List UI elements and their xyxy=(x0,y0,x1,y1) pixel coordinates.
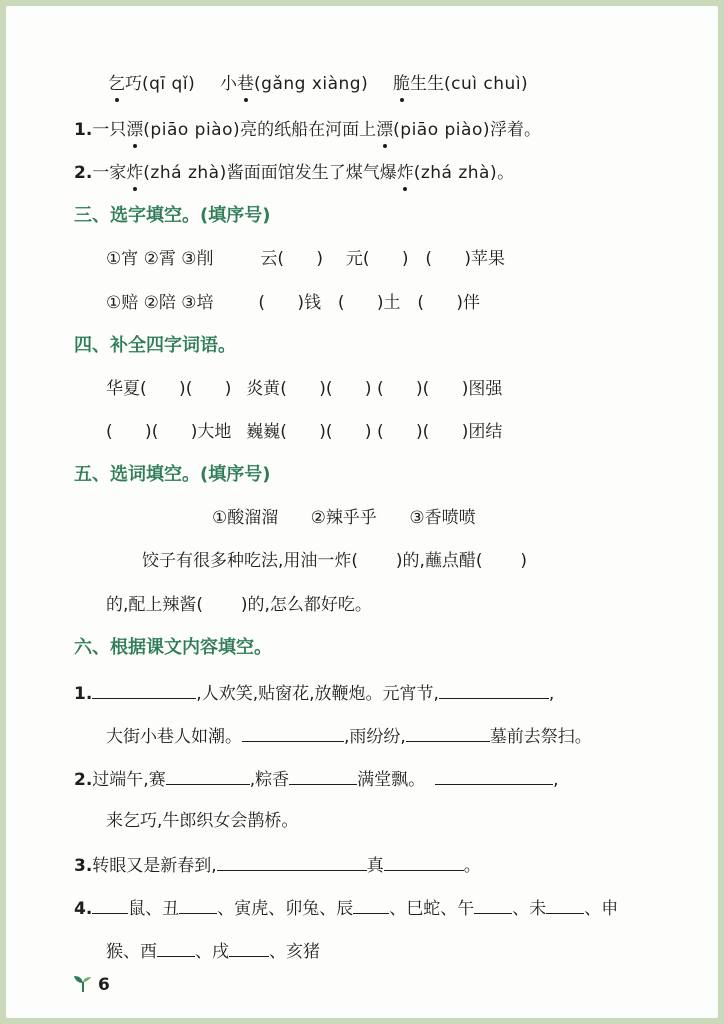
answer-blank[interactable] xyxy=(179,895,217,914)
answer-paren[interactable]: ( ) xyxy=(362,249,409,269)
section-5-heading: 五、选词填空。(填序号) xyxy=(74,464,271,485)
answer-paren[interactable]: ( ) xyxy=(422,422,469,442)
answer-blank[interactable] xyxy=(166,766,250,785)
section-4-heading: 四、补全四字词语。 xyxy=(74,335,236,356)
word-qiqiao: 乞巧 xyxy=(108,74,142,94)
section-4-row-1: 华夏( )( ) 炎黄( )( ) ( )( )图强 xyxy=(106,379,503,399)
answer-paren[interactable]: ( ) xyxy=(425,249,472,269)
answer-paren[interactable]: ( ) xyxy=(106,422,152,442)
answer-blank[interactable] xyxy=(217,852,367,871)
answer-paren[interactable]: ( ) xyxy=(475,551,527,571)
answer-paren[interactable]: ( ) xyxy=(151,422,198,442)
answer-blank[interactable] xyxy=(435,766,553,785)
answer-paren[interactable]: ( ) xyxy=(185,379,232,399)
pinyin-row-0: 乞巧(qī qǐ) 小巷(gǎng xiàng) 脆生生(cuì chuì) xyxy=(108,74,529,94)
answer-blank[interactable] xyxy=(439,680,549,699)
section-3-heading: 三、选字填空。(填序号) xyxy=(74,205,271,226)
section-6-q2-line-2: 来乞巧,牛郎织女会鹊桥。 xyxy=(106,811,299,831)
section-6-q1-line-1: 1. ,人欢笑,贴窗花,放鞭炮。元宵节, , xyxy=(74,680,554,706)
answer-paren[interactable]: ( ) xyxy=(280,379,326,399)
answer-paren[interactable]: ( ) xyxy=(140,379,186,399)
answer-paren[interactable]: ( ) xyxy=(277,249,324,269)
answer-blank[interactable] xyxy=(157,938,195,957)
answer-blank[interactable] xyxy=(289,766,357,785)
answer-blank[interactable] xyxy=(546,895,584,914)
section-6-q1-line-2: 大街小巷人如潮。 ,雨纷纷, 墓前去祭扫。 xyxy=(106,723,592,749)
answer-blank[interactable] xyxy=(474,895,512,914)
sprout-icon xyxy=(72,973,94,997)
section-6-q3: 3.转眼又是新春到, 真 。 xyxy=(74,852,481,878)
answer-blank[interactable] xyxy=(406,723,490,742)
worksheet-page xyxy=(6,6,718,1018)
page-footer xyxy=(72,973,110,997)
section-6-heading: 六、根据课文内容填空。 xyxy=(74,637,272,658)
answer-paren[interactable]: ( ) xyxy=(417,293,464,313)
word-cuishengsheng: 脆生生 xyxy=(393,74,445,94)
answer-paren[interactable]: ( ) xyxy=(325,379,372,399)
section-4-row-2: ( )( )大地 巍巍( )( ) ( )( )团结 xyxy=(106,422,503,442)
answer-paren[interactable]: ( ) xyxy=(325,422,372,442)
answer-paren[interactable]: ( ) xyxy=(351,551,403,571)
answer-blank[interactable] xyxy=(92,680,196,699)
answer-paren[interactable]: ( ) xyxy=(376,422,423,442)
page-number: 6 xyxy=(98,975,110,995)
section-5-passage-line-1: 饺子有很多种吃法,用油一炸( )的,蘸点醋( ) xyxy=(142,551,527,571)
section-6-q4-line-1: 4. 鼠、丑 、寅虎、卯兔、辰 、巳蛇、午 、未 、申 xyxy=(74,895,618,921)
section-5-passage-line-2: 的,配上辣酱( )的,怎么都好吃。 xyxy=(106,595,372,615)
answer-blank[interactable] xyxy=(353,895,389,914)
section-5-options: ①酸溜溜 ②辣乎乎 ③香喷喷 xyxy=(212,508,476,528)
word-xiaoxiang: 小巷 xyxy=(220,74,255,94)
section-6-q4-line-2: 猴、酉 、戌 、亥猪 xyxy=(106,938,320,964)
section-6-q2-line-1: 2.过端午,赛 ,粽香 满堂飘。 , xyxy=(74,766,559,792)
pinyin-question-2: 2.一家炸(zhá zhà)酱面面馆发生了煤气爆炸(zhá zhà)。 xyxy=(74,163,515,183)
answer-paren[interactable]: ( ) xyxy=(196,595,248,615)
answer-blank[interactable] xyxy=(229,938,269,957)
answer-paren[interactable]: ( ) xyxy=(258,293,305,313)
section-3-row-1: ①宵 ②霄 ③削 云( ) 元( ) ( )苹果 xyxy=(106,249,506,269)
answer-blank[interactable] xyxy=(384,852,464,871)
answer-paren[interactable]: ( ) xyxy=(376,379,423,399)
section-3-row-2: ①赔 ②陪 ③培 ( )钱 ( )土 ( )伴 xyxy=(106,293,481,313)
answer-paren[interactable]: ( ) xyxy=(422,379,469,399)
answer-blank[interactable] xyxy=(92,895,128,914)
answer-paren[interactable]: ( ) xyxy=(280,422,326,442)
answer-paren[interactable]: ( ) xyxy=(337,293,384,313)
answer-blank[interactable] xyxy=(242,723,344,742)
pinyin-question-1: 1.一只漂(piāo piào)亮的纸船在河面上漂(piāo piào)浮着。 xyxy=(74,120,541,140)
